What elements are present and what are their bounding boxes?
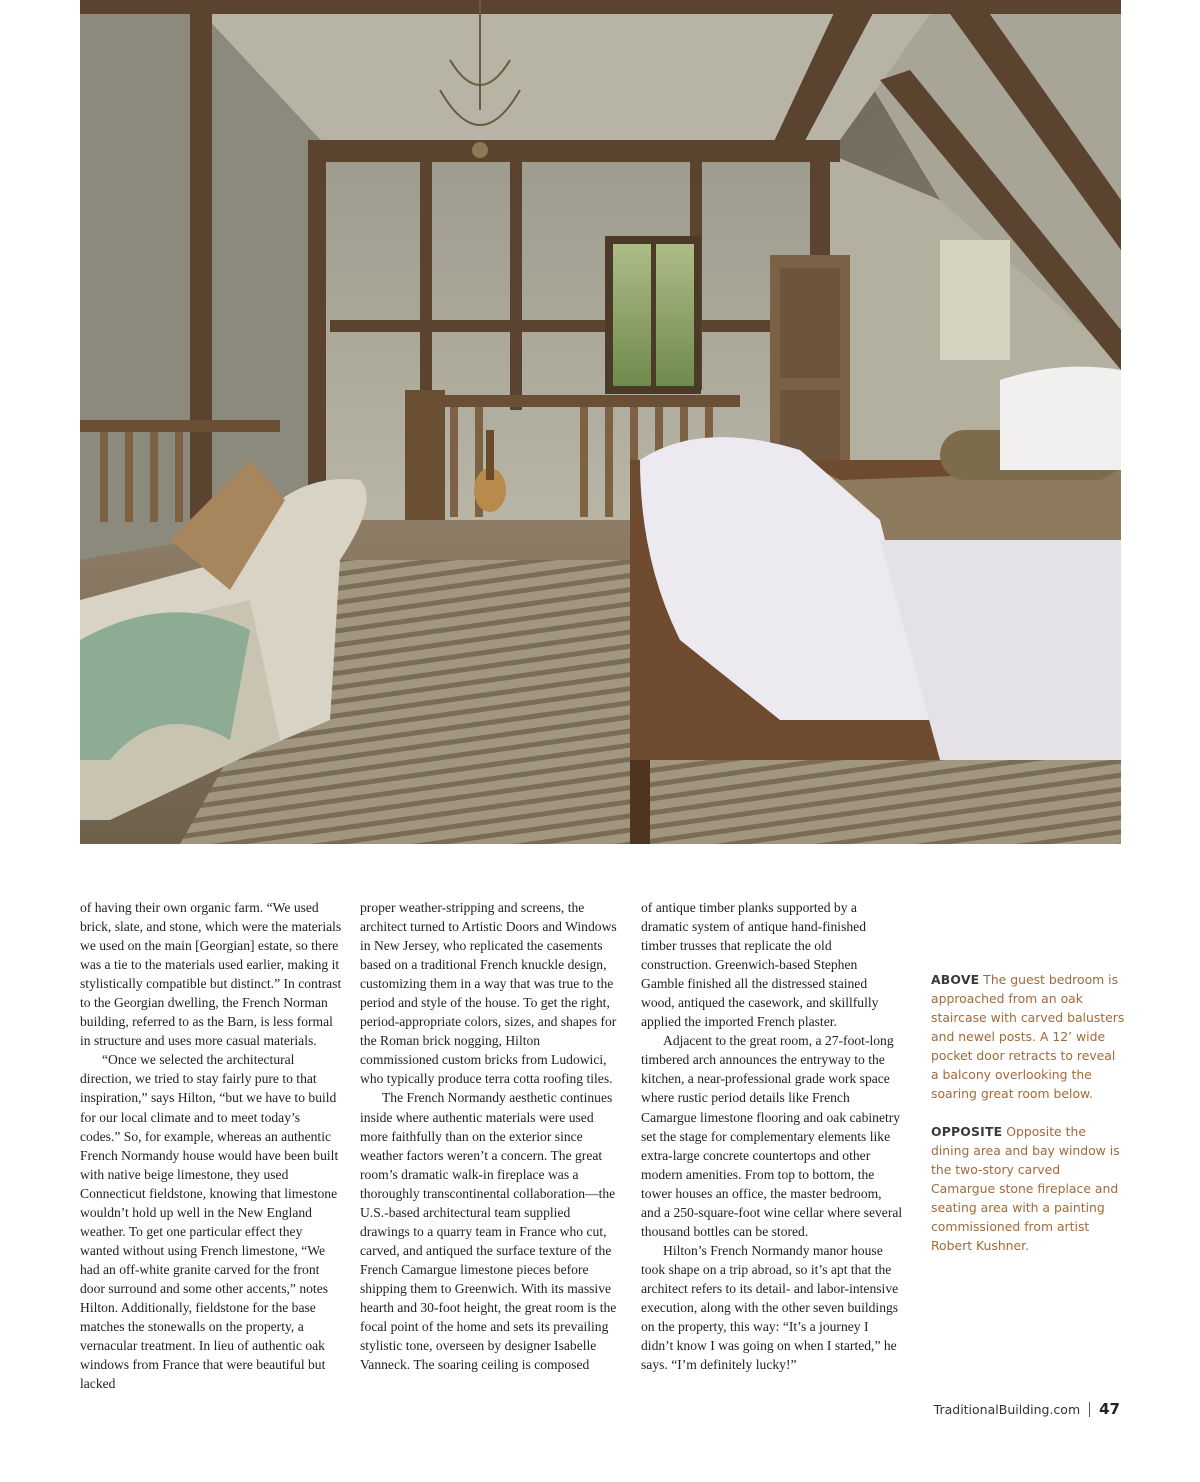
page-number: 47 bbox=[1099, 1400, 1120, 1418]
paragraph: “Once we selected the architectural direction, we tried to stay fairly pure to that inspiration,” says Hilton, “but we have to build for our local climate and to meet today’s codes.” So, for example, whereas an authentic French Normandy house would have been built with native beige limestone, they used Connecticut fieldstone, knowing that limestone wouldn’t hold up well in the New England weather. To get one particular effect they wanted without using French limestone, “We had an off-white granite carved for the front door surround and some other accents,” notes Hilton. Additionally, fieldstone for the base matches the stonewalls on the property, a vernacular treatment. In lieu of authentic oak windows from France that were beautiful but lacked bbox=[80, 1052, 339, 1392]
footer-site: TraditionalBuilding.com bbox=[933, 1401, 1081, 1417]
paragraph: of antique timber planks supported by a dramatic system of antique hand-finished timber trusses that replicate the old construction. Greenwich-based Stephen Gamble finished all the distressed stained wood, antiqued the casework, and skillfully applied the imported French plaster. bbox=[641, 900, 879, 1030]
page-footer bbox=[934, 1400, 1120, 1418]
caption-above bbox=[931, 970, 1126, 1103]
body-column-2 bbox=[360, 898, 622, 1374]
caption-opposite-text: Opposite the dining area and bay window is the two-story carved Camargue stone fireplace and seating area with a painting commissioned from artist Robert Kushner. bbox=[931, 1124, 1120, 1253]
paragraph: The French Normandy aesthetic continues inside where authentic materials were used more faithfully than on the exterior since weather factors weren’t a concern. The great room’s dramatic walk-in fireplace was a thoroughly transcontinental collaboration—the U.S.-based architectural team supplied drawings to a quarry team in France who cut, carved, and antiqued the surface texture of the French Camargue limestone pieces before shipping them to Greenwich. With its massive hearth and 30-foot height, the great room is the focal point of the home and sets its prevailing stylistic tone, overseen by designer Isabelle Vanneck. The soaring ceiling is composed bbox=[360, 1090, 617, 1373]
paragraph: of having their own organic farm. “We used brick, slate, and stone, which were the materials we used on the main [Georgian] estate, so there was a tie to the materials used earlier, making it stylistically compatible but distinct.” In contrast to the Georgian dwelling, the French Norman building, referred to as the Barn, is less formal in structure and uses more casual materials. bbox=[80, 900, 342, 1049]
caption-above-label: ABOVE bbox=[931, 972, 980, 987]
body-column-1 bbox=[80, 898, 342, 1393]
caption-opposite-label: OPPOSITE bbox=[931, 1124, 1003, 1139]
body-column-3 bbox=[641, 898, 903, 1374]
paragraph: Adjacent to the great room, a 27-foot-long timbered arch announces the entryway to the kitchen, a near-professional grade work space where rustic period details like French Camargue limestone flooring and oak cabinetry set the stage for complementary elements like extra-large concrete countertops and other modern amenities. From top to bottom, the tower houses an office, the master bedroom, and a 250-square-foot wine cellar where several thousand bottles can be stored. bbox=[641, 1033, 903, 1239]
bedroom-illustration bbox=[80, 0, 1121, 844]
paragraph: Hilton’s French Normandy manor house took shape on a trip abroad, so it’s apt that the architect refers to its detail- and labor-intensive execution, along with the other seven buildings on the property, this way: “It’s a journey I didn’t know I was going on when I started,” he says. “I’m definitely lucky!” bbox=[641, 1242, 899, 1373]
footer-divider bbox=[1089, 1402, 1090, 1417]
paragraph: proper weather-stripping and screens, the architect turned to Artistic Doors and Windows in New Jersey, who replicated the casements based on a traditional French knuckle design, customizing them in a way that was true to the period and style of the house. To get the right, period-appropriate colors, sizes, and shapes for the Roman brick nogging, Hilton commissioned custom bricks from Ludowici, who typically produce terra cotta roofing tiles. bbox=[360, 900, 617, 1087]
bedroom-photo bbox=[80, 0, 1121, 844]
caption-above-text: The guest bedroom is approached from an oak staircase with carved balusters and newel posts. A 12’ wide pocket door retracts to reveal a balcony overlooking the soaring great room below. bbox=[931, 972, 1125, 1101]
caption-opposite bbox=[931, 1122, 1126, 1255]
